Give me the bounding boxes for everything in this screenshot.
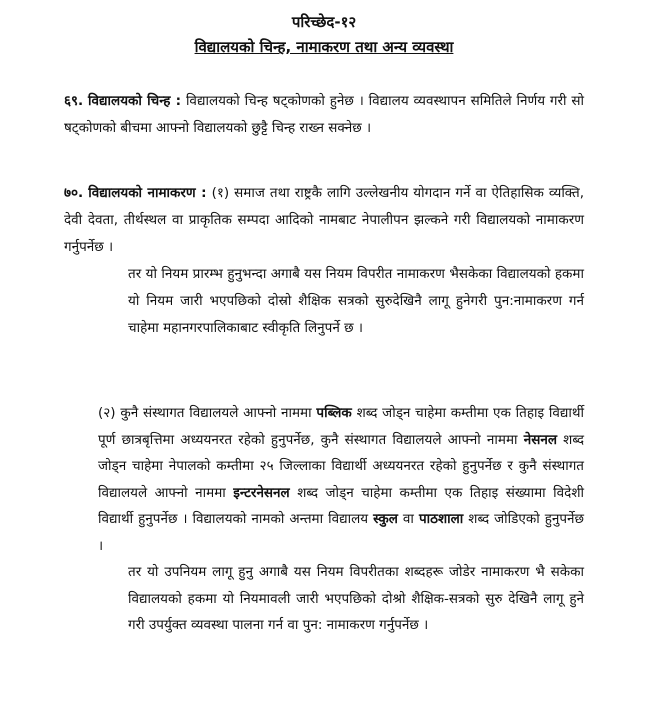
clause-2-text-part-6: शब्द जोडिएको हुनुपर्नेछ । bbox=[98, 511, 585, 554]
keyword-school: स्कुल bbox=[373, 511, 398, 527]
chapter-label: परिच्छेद-१२ bbox=[291, 13, 357, 31]
section-69 bbox=[64, 88, 584, 142]
clause-2-proviso: तर यो उपनियम लागू हुनु अगाबै यस नियम विपरीतका शब्दहरू जोडेर नामाकरण भै सकेका विद्यालयको हकमा यो नियमावली जारी भएपछिको दोश्रो शैक्षिक-सत्रको सुरु देखिनै लागू हुने गरी उपर्युक्त व्यवस्था पालना गर्न वा पुन: नामाकरण गर्नुपर्नेछ । bbox=[128, 564, 584, 633]
clause-1-text: समाज तथा राष्ट्रकै लागि उल्लेखनीय योगदान गर्ने वा ऐतिहासिक व्यक्ति, देवी देवता, तीर्थस्थल वा प्राकृतिक सम्पदा आदिको नामबाट नेपालीपन झल्कने गरी विद्यालयको नामाकरण गर्नुपर्नेछ । bbox=[64, 185, 585, 255]
section-70 bbox=[64, 180, 584, 342]
keyword-pathshala: पाठशाला bbox=[418, 511, 464, 527]
clause-1-marker: (१) bbox=[211, 185, 230, 201]
clause-2-text-part-3: शब्द जोड्न चाहेमा नेपालको कम्तीमा २५ जिल्लाका विद्यार्थी अध्ययनरत रहेको हुनुपर्नेछ र कुनै संस्थागत विद्यालयले आफ्नो नाममा bbox=[98, 431, 584, 501]
keyword-international: इन्टरनेसनल bbox=[233, 484, 290, 501]
clause-2-paragraph bbox=[98, 400, 584, 559]
section-70-number: ७०. bbox=[64, 185, 84, 201]
clause-2-text-part-1: कुनै संस्थागत विद्यालयले आफ्नो नाममा bbox=[120, 405, 312, 421]
keyword-public: पब्लिक bbox=[316, 405, 352, 421]
chapter-title: विद्यालयको चिन्ह, नामाकरण तथा अन्य व्यवस्था bbox=[194, 38, 454, 56]
section-70-clause-2 bbox=[98, 400, 584, 639]
clause-2-text-part-4: शब्द जोड्न चाहेमा कम्तीमा एक तिहाइ संख्यामा विदेशी विद्यार्थी हुनुपर्नेछ । विद्यालयको नामको अन्तमा विद्यालय bbox=[98, 484, 584, 527]
clause-2-marker: (२) bbox=[98, 405, 116, 421]
section-70-heading: विद्यालयको नामाकरण : bbox=[88, 185, 207, 201]
section-69-number: ६९. bbox=[64, 93, 84, 109]
section-69-heading: विद्यालयको चिन्ह : bbox=[88, 93, 182, 109]
clause-2-text-part-2: शब्द जोड्न चाहेमा कम्तीमा एक तिहाइ विद्यार्थी पूर्ण छात्रबृत्तिमा अध्ययनरत रहेको हुनुपर्नेछ, कुनै संस्थागत विद्यालयले आफ्नो नाममा bbox=[98, 405, 585, 448]
section-69-paragraph bbox=[64, 88, 584, 142]
section-69-text: विद्यालयको चिन्ह षट्कोणको हुनेछ । विद्यालय व्यवस्थापन समितिले निर्णय गरी सो षट्कोणको बीचमा आफ्नो विद्यालयको छुट्टै चिन्ह राख्न सक्नेछ । bbox=[64, 93, 584, 136]
keyword-national: नेसनल bbox=[523, 431, 557, 448]
clause-2-text-part-5: वा bbox=[402, 511, 414, 527]
section-70-clause-1 bbox=[64, 180, 584, 261]
clause-1-proviso: तर यो नियम प्रारम्भ हुनुभन्दा अगाबै यस नियम विपरीत नामाकरण भैसकेका विद्यालयको हकमा यो नियम जारी भएपछिको दोस्रो शैक्षिक सत्रको सुरुदेखिनै लागू हुनेगरी पुन:नामाकरण गर्न चाहेमा महानगरपालिकाबाट स्वीकृति लिनुपर्ने छ । bbox=[128, 266, 584, 336]
